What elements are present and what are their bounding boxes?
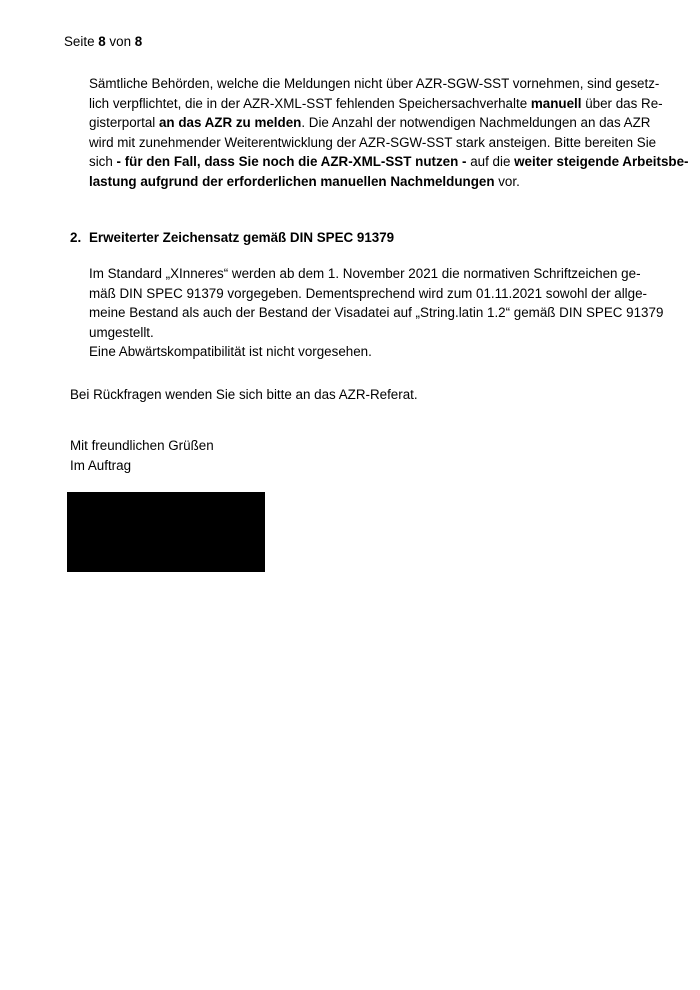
paragraph-line: gisterportal an das AZR zu melden. Die Anzahl der notwendigen Nachmeldungen an das AZR [89, 115, 651, 130]
paragraph-line: lastung aufgrund der erforderlichen manuellen Nachmeldungen vor. [89, 173, 520, 189]
paragraph-obligation [89, 74, 689, 191]
closing [70, 436, 214, 475]
section-number: 2. [70, 230, 82, 245]
paragraph-line: umgestellt. [89, 324, 154, 340]
paragraph-line: meine Bestand als auch der Bestand der Visadatei auf „String.latin 1.2“ gemäß DIN SPEC 91379 [89, 305, 664, 320]
paragraph-charset [89, 264, 663, 362]
paragraph-line: mäß DIN SPEC 91379 vorgegeben. Dementsprechend wird zum 01.11.2021 sowohl der allge- [89, 285, 647, 301]
contact-note: Bei Rückfragen wenden Sie sich bitte an das AZR-Referat. [70, 387, 418, 402]
redacted-signature [67, 492, 265, 572]
paragraph-line: Eine Abwärtskompatibilität ist nicht vorgesehen. [89, 344, 372, 359]
paragraph-line: sich - für den Fall, dass Sie noch die AZR-XML-SST nutzen - auf die weiter steigende Arbeitsbe- [89, 154, 689, 169]
paragraph-line: Im Standard „XInneres“ werden ab dem 1. November 2021 die normativen Schriftzeichen ge- [89, 266, 641, 281]
paragraph-line: lich verpflichtet, die in der AZR-XML-SST fehlenden Speichersachverhalte manuell über das Re- [89, 95, 663, 111]
greeting: Mit freundlichen Grüßen [70, 438, 214, 453]
paragraph-line: wird mit zunehmender Weiterentwicklung der AZR-SGW-SST stark ansteigen. Bitte bereiten Sie [89, 134, 657, 150]
on-behalf: Im Auftrag [70, 457, 132, 473]
section-heading: Erweiterter Zeichensatz gemäß DIN SPEC 91379 [89, 230, 395, 245]
page-number: Seite 8 von 8 [64, 34, 143, 49]
paragraph-line: Sämtliche Behörden, welche die Meldungen nicht über AZR-SGW-SST vornehmen, sind gesetz- [89, 76, 660, 91]
